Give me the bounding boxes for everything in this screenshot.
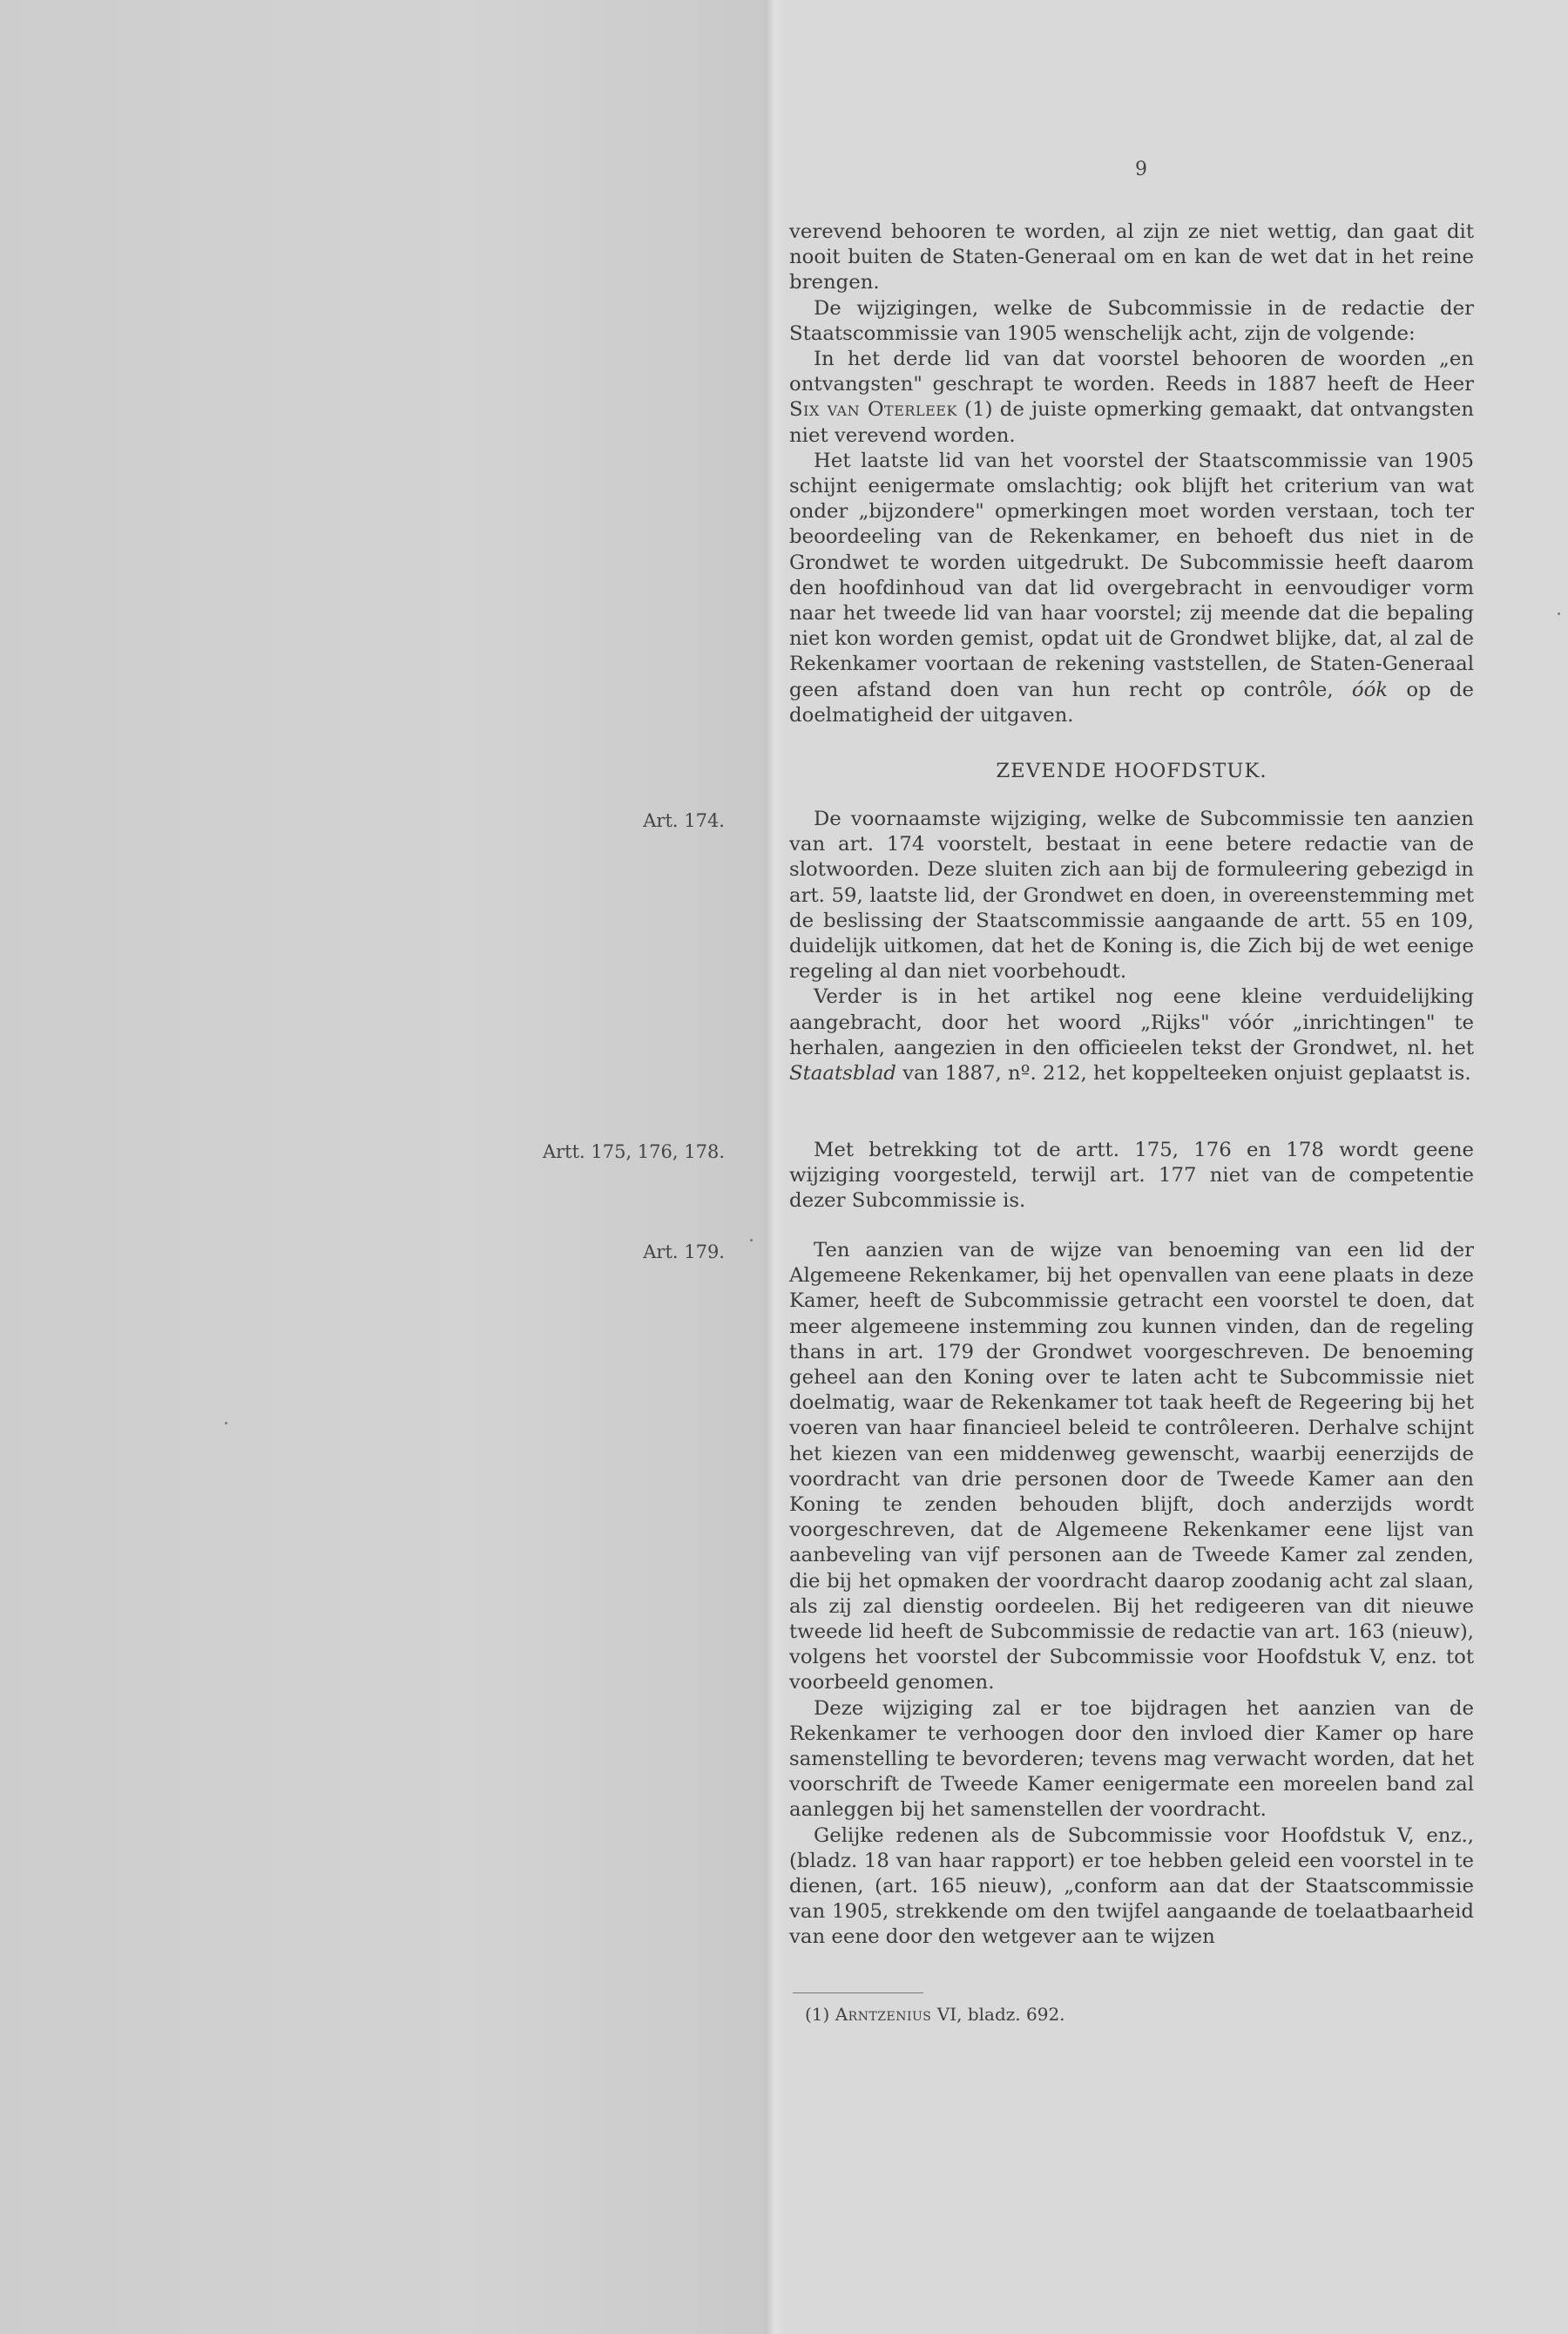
paragraph — [789, 984, 1474, 1086]
page-number: 9 — [1135, 159, 1147, 180]
paragraph: De voornaamste wijziging, welke de Subcommissie ten aanzien van art. 174 voorstelt, bestaat in eene betere redactie van de slotwoorden. Deze sluiten zich aan bij de formuleering gebezigd in art. 59, laatste lid, der Grondwet en doen, in overeenstemming met de beslissing der Staatscommissie aangaande de artt. 55 en 109, duidelijk uitkomen, dat het de Koning is, die Zich bij de wet eenige regeling al dan niet voorbehoudt. — [789, 808, 1474, 984]
footnote-marker: (1) — [805, 2004, 830, 2025]
footnote-text: VI, bladz. 692. — [936, 2004, 1065, 2025]
chapter-heading: ZEVENDE HOOFDSTUK. — [996, 760, 1267, 782]
paragraph-text: op de doelmatigheid der uitgaven. — [789, 678, 1474, 727]
scan-speck — [1558, 612, 1560, 615]
margin-label-artt-175-176-178: Artt. 175, 176, 178. — [542, 1141, 725, 1162]
footnote-author: Arntzenius — [835, 2004, 932, 2025]
paragraph: De wijzigingen, welke de Subcommissie in de redactie der Staatscommissie van 1905 wenschelijk acht, zijn de volgende: — [789, 296, 1474, 345]
paragraph-text: In het derde lid van dat voorstel behooren de woorden „en ontvangsten" geschrapt te worden. Reeds in 1887 heeft de Heer — [789, 348, 1474, 396]
paragraph: Gelijke redenen als de Subcommissie voor Hoofdstuk V, enz., (bladz. 18 van haar rapport) er toe hebben geleid een voorstel in te dienen, (art. 165 nieuw), „conform aan dat der Staatscommissie van 1905, strekkende om den twijfel aangaande de toelaatbaarheid van eene door den wetgever aan te wijzen — [789, 1823, 1474, 1949]
section-artt-175-176-178 — [789, 1138, 1474, 1214]
paragraph-text: Het laatste lid van het voorstel der Staatscommissie van 1905 schijnt eenigermate omslachtig; ook blijft het criterium van wat onder „bijzondere" opmerkingen moet worden verstaan, toch ter beoordeeling van de Rekenkamer, en behoeft dus niet in de Grondwet te worden uitgedrukt. De Subcommissie heeft daarom den hoofdinhoud van dat lid overgebracht in eenvoudiger vorm naar het tweede lid van haar voorstel; zij meende dat die bepaling niet kon worden gemist, opdat uit de Grondwet blijke, dat, al zal de Rekenkamer voortaan de rekening vaststellen, de Staten-Generaal geen afstand doen van hun recht op contrôle, — [789, 449, 1474, 701]
margin-label-art-174: Art. 174. — [643, 810, 725, 831]
paragraph-text: (1) de juiste opmerking gemaakt, dat ontvangsten niet verevend worden. — [789, 398, 1475, 447]
footnote-rule — [793, 1992, 923, 1993]
paragraph: verevend behooren te worden, al zijn ze niet wettig, dan gaat dit nooit buiten de Staten-Generaal om en kan de wet dat in het reine brengen. — [789, 220, 1474, 294]
margin-label-art-179: Art. 179. — [643, 1241, 725, 1262]
section-art-179 — [789, 1238, 1474, 1951]
scan-speck — [750, 1239, 753, 1241]
paragraph — [789, 347, 1474, 449]
paragraph: Ten aanzien van de wijze van benoeming van een lid der Algemeene Rekenkamer, bij het openvallen van eene plaats in deze Kamer, heeft de Subcommissie getracht een voorstel te doen, dat meer algemeene instemming zou kunnen vinden, dan de regeling thans in art. 179 der Grondwet voorgeschreven. De benoeming geheel aan den Koning over te laten acht te Subcommissie niet doelmatig, waar de Rekenkamer tot taak heeft de Regeering bij het voeren van haar financieel beleid te contrôleeren. Derhalve schijnt het kiezen van een middenweg gewenscht, waarbij eenerzijds de voordracht van drie personen door de Tweede Kamer aan den Koning te zenden behouden blijft, doch anderzijds wordt voorgeschreven, dat de Algemeene Rekenkamer eene lijst van aanbeveling van vijf personen aan de Tweede Kamer zal zenden, die bij het opmaken der voordracht daarop zoodanig acht zal slaan, als zij zal dienstig oordeelen. Bij het redigeeren van dit nieuwe tweede lid heeft de Subcommissie de redactie van art. 163 (nieuw), volgens het voorstel der Subcommissie voor Hoofdstuk V, enz. tot voorbeeld genomen. — [789, 1239, 1474, 1695]
paragraph-text: Verder is in het artikel nog eene kleine verduidelijking aangebracht, door het woord „Rijks" vóór „inrichtingen" te herhalen, aangezien in den officieelen tekst der Grondwet, nl. het — [789, 985, 1474, 1059]
left-page — [0, 0, 775, 2334]
paragraph: Deze wijziging zal er toe bijdragen het aanzien van de Rekenkamer te verhoogen door den invloed dier Kamer op hare samenstelling te bevorderen; tevens mag verwacht worden, dat het voorschrift de Tweede Kamer eenigermate een moreelen band zal aanleggen bij het samenstellen der voordracht. — [789, 1696, 1474, 1822]
paragraph — [789, 449, 1474, 728]
top-text-block — [789, 220, 1474, 728]
paragraph: Met betrekking tot de artt. 175, 176 en 178 wordt geene wijziging voorgesteld, terwijl art. 177 niet van de competentie dezer Subcommissie is. — [789, 1139, 1474, 1213]
emphasis: Staatsblad — [789, 1062, 896, 1086]
footnote — [805, 2004, 1065, 2025]
person-name: Six van Oterleek — [789, 398, 957, 422]
section-art-174 — [789, 807, 1474, 1086]
paragraph-text: van 1887, nº. 212, het koppelteeken onjuist geplaatst is. — [902, 1062, 1471, 1086]
emphasis: óók — [1351, 678, 1389, 701]
scan-speck — [225, 1422, 227, 1424]
